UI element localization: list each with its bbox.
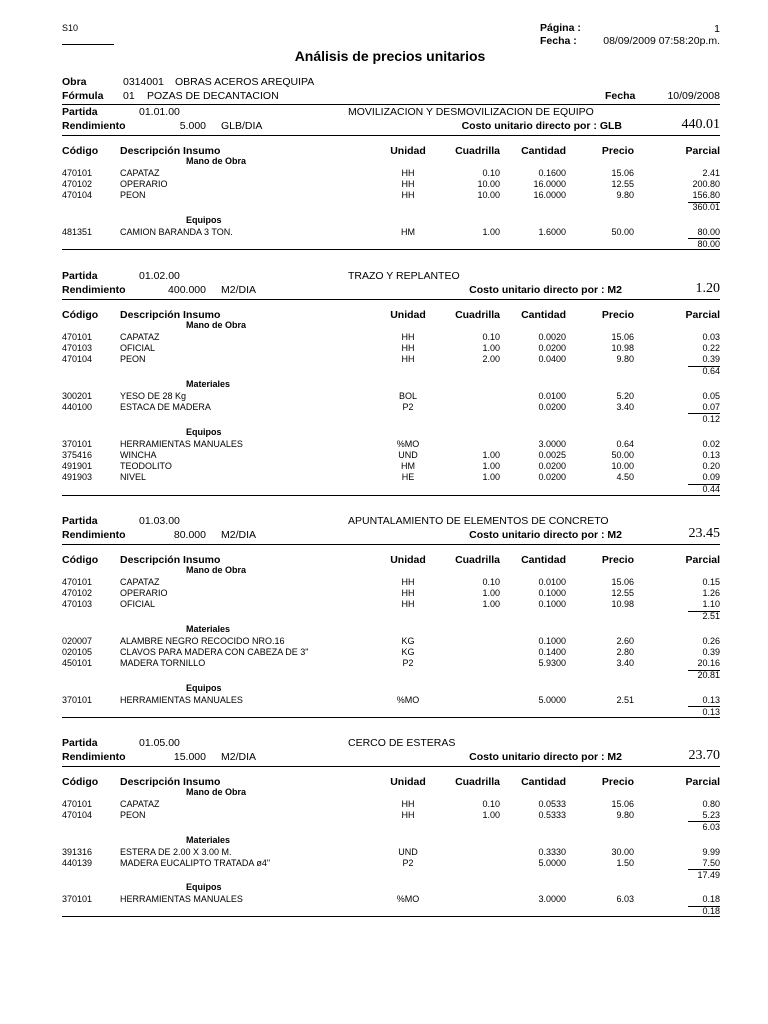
row-codigo: 391316 (62, 846, 93, 857)
row-parcial: 9.99 (702, 846, 720, 857)
row-unidad: HH (401, 810, 415, 821)
costo-unitario-value: 440.01 (681, 117, 720, 132)
row-unidad: HH (401, 576, 415, 587)
row-cuadrilla: 1.00 (482, 472, 500, 483)
partida-divider (62, 135, 720, 136)
row-cuadrilla: 0.10 (482, 167, 500, 178)
column-header-unidad: Unidad (390, 145, 426, 157)
row-codigo: 370101 (62, 894, 93, 905)
group-title: Mano de Obra (186, 156, 247, 166)
rendimiento-value: 15.000 (173, 751, 206, 763)
row-codigo: 470101 (62, 331, 93, 342)
row-descripcion: MADERA EUCALIPTO TRATADA ø4" (120, 857, 271, 868)
row-parcial: 20.16 (697, 658, 720, 669)
row-descripcion: WINCHA (120, 449, 157, 460)
row-codigo: 470101 (62, 167, 93, 178)
column-header-cuadrilla: Cuadrilla (455, 776, 500, 788)
costo-unitario-label: Costo unitario directo por : GLB (461, 120, 622, 132)
column-header-codigo: Código (62, 309, 99, 321)
row-unidad: KG (401, 647, 415, 658)
row-unidad: HH (401, 588, 415, 599)
row-precio: 3.40 (616, 658, 634, 669)
row-descripcion: CAPATAZ (120, 167, 160, 178)
row-cuadrilla: 1.00 (482, 588, 500, 599)
row-cantidad: 0.1000 (538, 635, 566, 646)
row-parcial: 2.41 (702, 167, 720, 178)
partida-description: CERCO DE ESTERAS (348, 737, 456, 749)
row-precio: 10.98 (611, 599, 634, 610)
row-parcial: 0.22 (702, 343, 720, 354)
costo-unitario-value: 23.70 (688, 748, 720, 763)
row-precio: 10.98 (611, 343, 634, 354)
rendimiento-unit: M2/DIA (221, 751, 257, 763)
row-precio: 15.06 (611, 167, 634, 178)
row-descripcion: OFICIAL (120, 599, 156, 610)
row-cantidad: 5.0000 (538, 857, 566, 868)
row-descripcion: OPERARIO (120, 179, 168, 190)
column-header-descripcion: Descripción Insumo (120, 145, 221, 157)
report-code-underline (62, 44, 114, 45)
group-subtotal: 80.00 (697, 238, 720, 249)
row-descripcion: MADERA TORNILLO (120, 658, 206, 669)
row-codigo: 370101 (62, 438, 93, 449)
row-cantidad: 16.0000 (533, 179, 566, 190)
fecha-value: 08/09/2009 07:58:20p.m. (603, 35, 720, 47)
column-header-cantidad: Cantidad (521, 554, 566, 566)
row-cantidad: 3.0000 (538, 894, 566, 905)
group-title: Equipos (186, 215, 222, 225)
project-divider (62, 104, 720, 105)
row-precio: 12.55 (611, 179, 634, 190)
row-codigo: 020105 (62, 647, 93, 658)
row-cantidad: 0.0400 (538, 354, 566, 365)
row-descripcion: PEON (120, 810, 146, 821)
row-codigo: 440139 (62, 857, 93, 868)
group-subtotal: 0.13 (702, 706, 720, 717)
group-title: Mano de Obra (186, 787, 247, 797)
row-parcial: 0.39 (702, 647, 720, 658)
row-codigo: 470104 (62, 810, 93, 821)
rendimiento-unit: M2/DIA (221, 284, 257, 296)
obra-code: 0314001 (123, 76, 164, 88)
pagina-label: Página : (540, 22, 581, 34)
column-header-unidad: Unidad (390, 776, 426, 788)
row-precio: 4.50 (616, 472, 634, 483)
column-header-parcial: Parcial (685, 145, 720, 157)
row-parcial: 0.13 (702, 449, 720, 460)
row-parcial: 0.09 (702, 472, 720, 483)
row-cuadrilla: 1.00 (482, 461, 500, 472)
row-unidad: HH (401, 798, 415, 809)
row-parcial: 0.26 (702, 635, 720, 646)
row-codigo: 450101 (62, 658, 93, 669)
row-descripcion: PEON (120, 354, 146, 365)
row-descripcion: NIVEL (120, 472, 147, 483)
row-codigo: 470103 (62, 343, 93, 354)
row-codigo: 491903 (62, 472, 93, 483)
group-subtotal: 20.81 (697, 670, 720, 681)
row-precio: 12.55 (611, 588, 634, 599)
row-parcial: 1.26 (702, 588, 720, 599)
fecha-label: Fecha : (540, 35, 577, 47)
row-unidad: %MO (396, 894, 420, 905)
partida-code: 01.05.00 (139, 737, 180, 749)
row-cantidad: 0.0200 (538, 343, 566, 354)
group-subtotal: 0.64 (702, 366, 720, 377)
row-descripcion: ESTERA DE 2.00 X 3.00 M. (120, 846, 232, 857)
row-unidad: KG (401, 635, 415, 646)
column-header-precio: Precio (601, 776, 634, 788)
rendimiento-value: 80.000 (173, 529, 206, 541)
row-codigo: 440100 (62, 402, 93, 413)
row-unidad: HE (401, 472, 415, 483)
row-descripcion: CAPATAZ (120, 798, 160, 809)
rendimiento-label: Rendimiento (62, 751, 126, 763)
obra-name: OBRAS ACEROS AREQUIPA (175, 76, 315, 88)
row-parcial: 7.50 (702, 857, 720, 868)
group-title: Mano de Obra (186, 320, 247, 330)
group-title: Materiales (186, 624, 231, 634)
column-header-cantidad: Cantidad (521, 776, 566, 788)
column-header-unidad: Unidad (390, 554, 426, 566)
formula-label: Fórmula (62, 90, 104, 102)
costo-unitario-value: 23.45 (688, 526, 720, 541)
partida-end-divider (62, 495, 720, 496)
row-cuadrilla: 10.00 (477, 190, 500, 201)
row-descripcion: HERRAMIENTAS MANUALES (120, 438, 243, 449)
row-cuadrilla: 0.10 (482, 331, 500, 342)
row-parcial: 200.80 (692, 179, 720, 190)
column-header-descripcion: Descripción Insumo (120, 309, 221, 321)
row-precio: 50.00 (611, 449, 634, 460)
row-cantidad: 16.0000 (533, 190, 566, 201)
group-subtotal: 360.01 (692, 202, 720, 213)
column-header-descripcion: Descripción Insumo (120, 776, 221, 788)
row-cuadrilla: 1.00 (482, 226, 500, 237)
row-descripcion: OPERARIO (120, 588, 168, 599)
report-code: S10 (62, 23, 79, 33)
row-unidad: P2 (402, 857, 414, 868)
costo-unitario-label: Costo unitario directo por : M2 (469, 284, 622, 296)
row-parcial: 0.07 (702, 402, 720, 413)
pagina-value: 1 (714, 23, 720, 35)
costo-unitario-value: 1.20 (695, 281, 720, 296)
row-precio: 9.80 (616, 354, 634, 365)
row-unidad: %MO (396, 694, 420, 705)
partida-label: Partida (62, 737, 98, 749)
group-title: Materiales (186, 834, 231, 845)
column-header-precio: Precio (601, 309, 634, 321)
column-header-cantidad: Cantidad (521, 309, 566, 321)
row-codigo: 300201 (62, 390, 93, 401)
row-descripcion: CAPATAZ (120, 331, 160, 342)
row-cuadrilla: 0.10 (482, 576, 500, 587)
row-cuadrilla: 1.00 (482, 599, 500, 610)
group-title: Equipos (186, 882, 222, 893)
row-parcial: 80.00 (697, 226, 720, 237)
column-header-descripcion: Descripción Insumo (120, 554, 221, 566)
row-parcial: 1.10 (702, 599, 720, 610)
partida-divider (62, 299, 720, 300)
row-parcial: 0.20 (702, 461, 720, 472)
group-title: Equipos (186, 683, 222, 693)
row-precio: 15.06 (611, 331, 634, 342)
row-cantidad: 0.0533 (538, 798, 566, 809)
formula-code: 01 (123, 90, 135, 102)
row-parcial: 0.03 (702, 331, 720, 342)
row-unidad: P2 (402, 658, 414, 669)
rendimiento-value: 400.000 (168, 284, 206, 296)
partida-code: 01.01.00 (139, 106, 180, 118)
row-parcial: 0.18 (702, 894, 720, 905)
row-codigo: 470104 (62, 190, 93, 201)
row-unidad: HH (401, 167, 415, 178)
row-cantidad: 0.5333 (538, 810, 566, 821)
partida-end-divider (62, 717, 720, 718)
row-cantidad: 0.0200 (538, 402, 566, 413)
row-unidad: HH (401, 179, 415, 190)
column-header-precio: Precio (601, 554, 634, 566)
row-cuadrilla: 1.00 (482, 449, 500, 460)
row-cantidad: 0.1000 (538, 599, 566, 610)
row-codigo: 470102 (62, 179, 93, 190)
row-cantidad: 5.0000 (538, 694, 566, 705)
rendimiento-label: Rendimiento (62, 284, 126, 296)
row-parcial: 0.39 (702, 354, 720, 365)
row-parcial: 0.13 (702, 694, 720, 705)
group-title: Mano de Obra (186, 565, 247, 575)
partida-label: Partida (62, 270, 98, 282)
row-unidad: BOL (398, 390, 417, 401)
row-precio: 30.00 (611, 846, 634, 857)
column-header-parcial: Parcial (685, 309, 720, 321)
row-descripcion: TEODOLITO (120, 461, 172, 472)
row-cantidad: 0.1400 (538, 647, 566, 658)
column-header-codigo: Código (62, 776, 99, 788)
partida-label: Partida (62, 515, 98, 527)
partida-label: Partida (62, 106, 98, 118)
row-descripcion: CAPATAZ (120, 576, 160, 587)
row-cantidad: 0.1600 (538, 167, 566, 178)
row-codigo: 470103 (62, 599, 93, 610)
row-descripcion: OFICIAL (120, 343, 156, 354)
row-codigo: 470101 (62, 798, 93, 809)
row-unidad: HM (401, 461, 415, 472)
row-unidad: HH (401, 354, 415, 365)
costo-unitario-label: Costo unitario directo por : M2 (469, 529, 622, 541)
row-codigo: 375416 (62, 449, 93, 460)
row-parcial: 0.80 (702, 798, 720, 809)
row-precio: 6.03 (616, 894, 634, 905)
row-codigo: 470104 (62, 354, 93, 365)
row-cantidad: 0.0025 (538, 449, 566, 460)
page-title: Análisis de precios unitarios (294, 48, 486, 64)
group-title: Materiales (186, 379, 231, 389)
obra-label: Obra (62, 76, 87, 88)
row-descripcion: HERRAMIENTAS MANUALES (120, 694, 243, 705)
column-header-unidad: Unidad (390, 309, 426, 321)
row-unidad: UND (398, 449, 418, 460)
column-header-cantidad: Cantidad (521, 145, 566, 157)
row-precio: 15.06 (611, 576, 634, 587)
row-descripcion: ESTACA DE MADERA (120, 402, 211, 413)
project-fecha-value: 10/09/2008 (667, 90, 720, 102)
rendimiento-unit: M2/DIA (221, 529, 257, 541)
partida-description: MOVILIZACION Y DESMOVILIZACION DE EQUIPO (348, 106, 594, 118)
row-parcial: 0.02 (702, 438, 720, 449)
row-precio: 9.80 (616, 190, 634, 201)
row-unidad: HH (401, 331, 415, 342)
group-subtotal: 0.18 (702, 906, 720, 916)
row-descripcion: PEON (120, 190, 146, 201)
row-cuadrilla: 2.00 (482, 354, 500, 365)
column-header-codigo: Código (62, 145, 99, 157)
column-header-cuadrilla: Cuadrilla (455, 554, 500, 566)
row-parcial: 0.05 (702, 390, 720, 401)
partida-code: 01.02.00 (139, 270, 180, 282)
row-cuadrilla: 10.00 (477, 179, 500, 190)
partida-description: APUNTALAMIENTO DE ELEMENTOS DE CONCRETO (348, 515, 609, 527)
group-subtotal: 2.51 (702, 611, 720, 622)
row-codigo: 020007 (62, 635, 93, 646)
row-unidad: HH (401, 343, 415, 354)
rendimiento-label: Rendimiento (62, 529, 126, 541)
group-subtotal: 17.49 (697, 869, 720, 880)
group-subtotal: 6.03 (702, 821, 720, 832)
row-parcial: 156.80 (692, 190, 720, 201)
column-header-parcial: Parcial (685, 554, 720, 566)
partida-end-divider (62, 916, 720, 917)
row-cantidad: 5.9300 (538, 658, 566, 669)
row-descripcion: HERRAMIENTAS MANUALES (120, 894, 243, 905)
row-parcial: 5.23 (702, 810, 720, 821)
row-descripcion: CAMION BARANDA 3 TON. (120, 226, 233, 237)
row-unidad: P2 (402, 402, 414, 413)
row-unidad: HM (401, 226, 415, 237)
row-cantidad: 1.6000 (538, 226, 566, 237)
row-cantidad: 3.0000 (538, 438, 566, 449)
row-cantidad: 0.0100 (538, 390, 566, 401)
row-descripcion: CLAVOS PARA MADERA CON CABEZA DE 3" (120, 647, 309, 658)
row-unidad: HH (401, 599, 415, 610)
partida-code: 01.03.00 (139, 515, 180, 527)
column-header-codigo: Código (62, 554, 99, 566)
row-unidad: UND (398, 846, 418, 857)
rendimiento-label: Rendimiento (62, 120, 126, 132)
row-cantidad: 0.3330 (538, 846, 566, 857)
row-cuadrilla: 1.00 (482, 810, 500, 821)
row-cuadrilla: 1.00 (482, 343, 500, 354)
partida-end-divider (62, 249, 720, 250)
group-title: Equipos (186, 426, 222, 437)
row-precio: 50.00 (611, 226, 634, 237)
column-header-precio: Precio (601, 145, 634, 157)
column-header-cuadrilla: Cuadrilla (455, 145, 500, 157)
row-descripcion: ALAMBRE NEGRO RECOCIDO NRO.16 (120, 635, 285, 646)
row-unidad: %MO (396, 438, 420, 449)
partida-description: TRAZO Y REPLANTEO (348, 270, 460, 282)
rendimiento-value: 5.000 (179, 120, 206, 132)
row-parcial: 0.15 (702, 576, 720, 587)
row-codigo: 491901 (62, 461, 93, 472)
row-codigo: 370101 (62, 694, 93, 705)
row-codigo: 470102 (62, 588, 93, 599)
group-subtotal: 0.44 (702, 484, 720, 495)
row-precio: 2.51 (616, 694, 634, 705)
row-cantidad: 0.0020 (538, 331, 566, 342)
row-cantidad: 0.1000 (538, 588, 566, 599)
row-precio: 5.20 (616, 390, 634, 401)
row-precio: 1.50 (616, 857, 634, 868)
row-unidad: HH (401, 190, 415, 201)
row-precio: 9.80 (616, 810, 634, 821)
row-precio: 0.64 (616, 438, 634, 449)
row-cantidad: 0.0100 (538, 576, 566, 587)
row-codigo: 470101 (62, 576, 93, 587)
formula-name: POZAS DE DECANTACION (147, 90, 279, 102)
rendimiento-unit: GLB/DIA (221, 120, 263, 132)
row-cuadrilla: 0.10 (482, 798, 500, 809)
partida-divider (62, 544, 720, 545)
row-codigo: 481351 (62, 226, 93, 237)
row-precio: 2.60 (616, 635, 634, 646)
row-precio: 15.06 (611, 798, 634, 809)
row-precio: 3.40 (616, 402, 634, 413)
group-subtotal: 0.12 (702, 413, 720, 424)
partida-divider (62, 766, 720, 767)
project-fecha-label: Fecha (605, 90, 636, 102)
costo-unitario-label: Costo unitario directo por : M2 (469, 751, 622, 763)
row-precio: 2.80 (616, 647, 634, 658)
row-descripcion: YESO DE 28 Kg (120, 390, 187, 401)
row-cantidad: 0.0200 (538, 472, 566, 483)
row-precio: 10.00 (611, 461, 634, 472)
row-cantidad: 0.0200 (538, 461, 566, 472)
column-header-cuadrilla: Cuadrilla (455, 309, 500, 321)
column-header-parcial: Parcial (685, 776, 720, 788)
